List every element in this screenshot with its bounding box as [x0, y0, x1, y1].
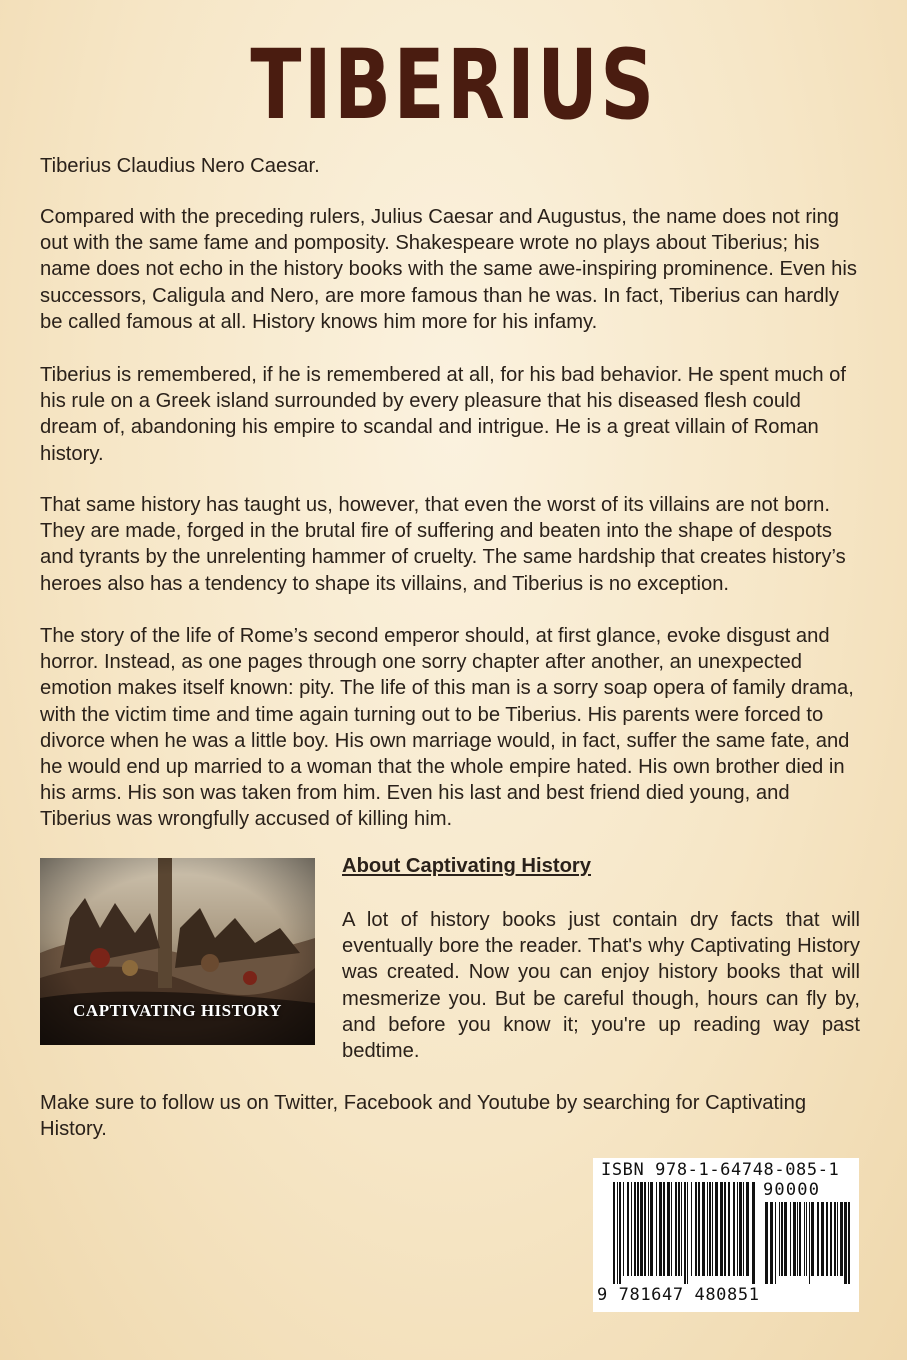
barcode-bar [728, 1182, 730, 1276]
body-paragraph: That same history has taught us, however, that even the worst of its villains are not born. They are made, forged in the brutal fire of suffering and beaten into the shape of despots and tyrants by the unrelenting hammer of cruelty. The same hardship that creates history’s heroes also has a tendency to shape its villains, and Tiberius is no exception. [40, 494, 846, 595]
image-caption: CAPTIVATING HISTORY [73, 1001, 282, 1020]
barcode-bar [752, 1182, 755, 1284]
barcode-bar [698, 1182, 700, 1276]
barcode-bar [770, 1202, 773, 1284]
barcode-bar [650, 1182, 653, 1276]
barcode-bar [746, 1182, 749, 1276]
barcode-bar [837, 1202, 838, 1276]
barcode-bar [840, 1202, 843, 1276]
barcode-bar [848, 1202, 850, 1284]
addon-barcode-bars [765, 1202, 851, 1284]
barcode-bar [799, 1202, 801, 1276]
barcode-bar [804, 1202, 805, 1276]
barcode-bar [715, 1182, 718, 1276]
barcode-bar [817, 1202, 819, 1276]
barcode-bar [775, 1202, 776, 1284]
isbn-barcode [593, 1158, 859, 1312]
body-paragraph: The story of the life of Rome’s second emperor should, at first glance, evoke disgust and horror. Instead, as one pages through one sorry chapter after another, an unexpected emotion makes itself known: pity. The life of this man is a sorry soap opera of family drama, with the victim time and time again turning out to be Tiberius. His parents were forced to divorce when he was a little boy. His own marriage would, in fact, suffer the same fate, and he would end up married to a woman that the whole empire hated. His own brother died in his arms. His son was taken from him. Even his last and best friend died young, and Tiberius was wrongfully accused of killing him. [40, 625, 854, 831]
barcode-bar [811, 1202, 814, 1276]
barcode-bar [667, 1182, 670, 1276]
barcode-bar [709, 1182, 711, 1276]
barcode-bar [678, 1182, 680, 1276]
about-heading: About Captivating History [342, 855, 591, 877]
barcode-bar [834, 1202, 836, 1276]
barcode-bar [617, 1182, 618, 1284]
barcode-bar [631, 1182, 632, 1276]
barcode-bar [739, 1182, 742, 1276]
barcode-bar [733, 1182, 735, 1276]
barcode-bar [656, 1182, 657, 1276]
barcode-bar [830, 1202, 832, 1276]
barcode-bar [681, 1182, 682, 1276]
price-code: 90000 [763, 1180, 821, 1200]
barcode-bar [702, 1182, 705, 1276]
barcode-bar [634, 1182, 636, 1276]
barcode-bar [619, 1182, 621, 1284]
barcode-bar [695, 1182, 697, 1276]
barcode-bar [743, 1182, 744, 1276]
captivating-history-image [40, 858, 315, 1045]
barcode-bar [737, 1182, 738, 1276]
body-paragraph: Tiberius is remembered, if he is remembered at all, for his bad behavior. He spent much of his rule on a Greek island surrounded by every pleasure that his diseased flesh could dream of, abandoning his empire to scandal and intrigue. He is a great villain of Roman history. [40, 364, 847, 465]
barcode-bar [712, 1182, 713, 1276]
about-paragraph: A lot of history books just contain dry facts that will eventually bore the reader. That's why Captivating History was created. Now you can enjoy history books that will mesmerize you. But be careful though, hours can fly by, and before you know it; you're up reading way past bedtime. [342, 909, 860, 1063]
isbn-digits: 9 781647 480851 [597, 1285, 760, 1305]
barcode-bar [613, 1182, 615, 1284]
barcode-bar [781, 1202, 783, 1276]
barcode-bar [627, 1182, 629, 1276]
barcode-bar [720, 1182, 723, 1276]
book-title: TIBERIUS [250, 29, 657, 141]
barcode-bar [640, 1182, 643, 1276]
barcode-bar [784, 1202, 787, 1276]
barcode-bar [809, 1202, 810, 1284]
barcode-bar [644, 1182, 646, 1276]
barcode-bar [684, 1182, 686, 1284]
barcode-bar [724, 1182, 726, 1276]
barcode-bar [793, 1202, 796, 1276]
barcode-bar [648, 1182, 649, 1276]
barcode-bar [844, 1202, 847, 1284]
barcode-bar [779, 1202, 780, 1276]
barcode-bar [765, 1202, 768, 1284]
body-paragraph: Compared with the preceding rulers, Julius Caesar and Augustus, the name does not ring out with the same fame and pomposity. Shakespeare wrote no plays about Tiberius; his name does not echo in the history books with the same awe-inspiring prominence. Even his successors, Caligula and Nero, are more famous than he was. In fact, Tiberius can hardly be called famous at all. History knows him more for his infamy. [40, 206, 857, 333]
intro-paragraph: Tiberius Claudius Nero Caesar. [40, 155, 320, 177]
barcode-bars [613, 1182, 759, 1284]
follow-paragraph: Make sure to follow us on Twitter, Facebook and Youtube by searching for Captivating History. [40, 1092, 807, 1141]
isbn-label: ISBN 978-1-64748-085-1 [601, 1160, 840, 1180]
barcode-bar [637, 1182, 639, 1276]
barcode-bar [797, 1202, 798, 1276]
barcode-bar [687, 1182, 688, 1284]
barcode-bar [821, 1202, 824, 1276]
barcode-bar [663, 1182, 665, 1276]
barcode-bar [675, 1182, 677, 1276]
barcode-bar [623, 1182, 624, 1276]
barcode-bar [671, 1182, 672, 1276]
barcode-bar [790, 1202, 791, 1276]
barcode-bar [826, 1202, 828, 1276]
barcode-bar [806, 1202, 807, 1276]
barcode-bar [707, 1182, 708, 1276]
barcode-bar [659, 1182, 662, 1276]
barcode-bar [691, 1182, 692, 1276]
